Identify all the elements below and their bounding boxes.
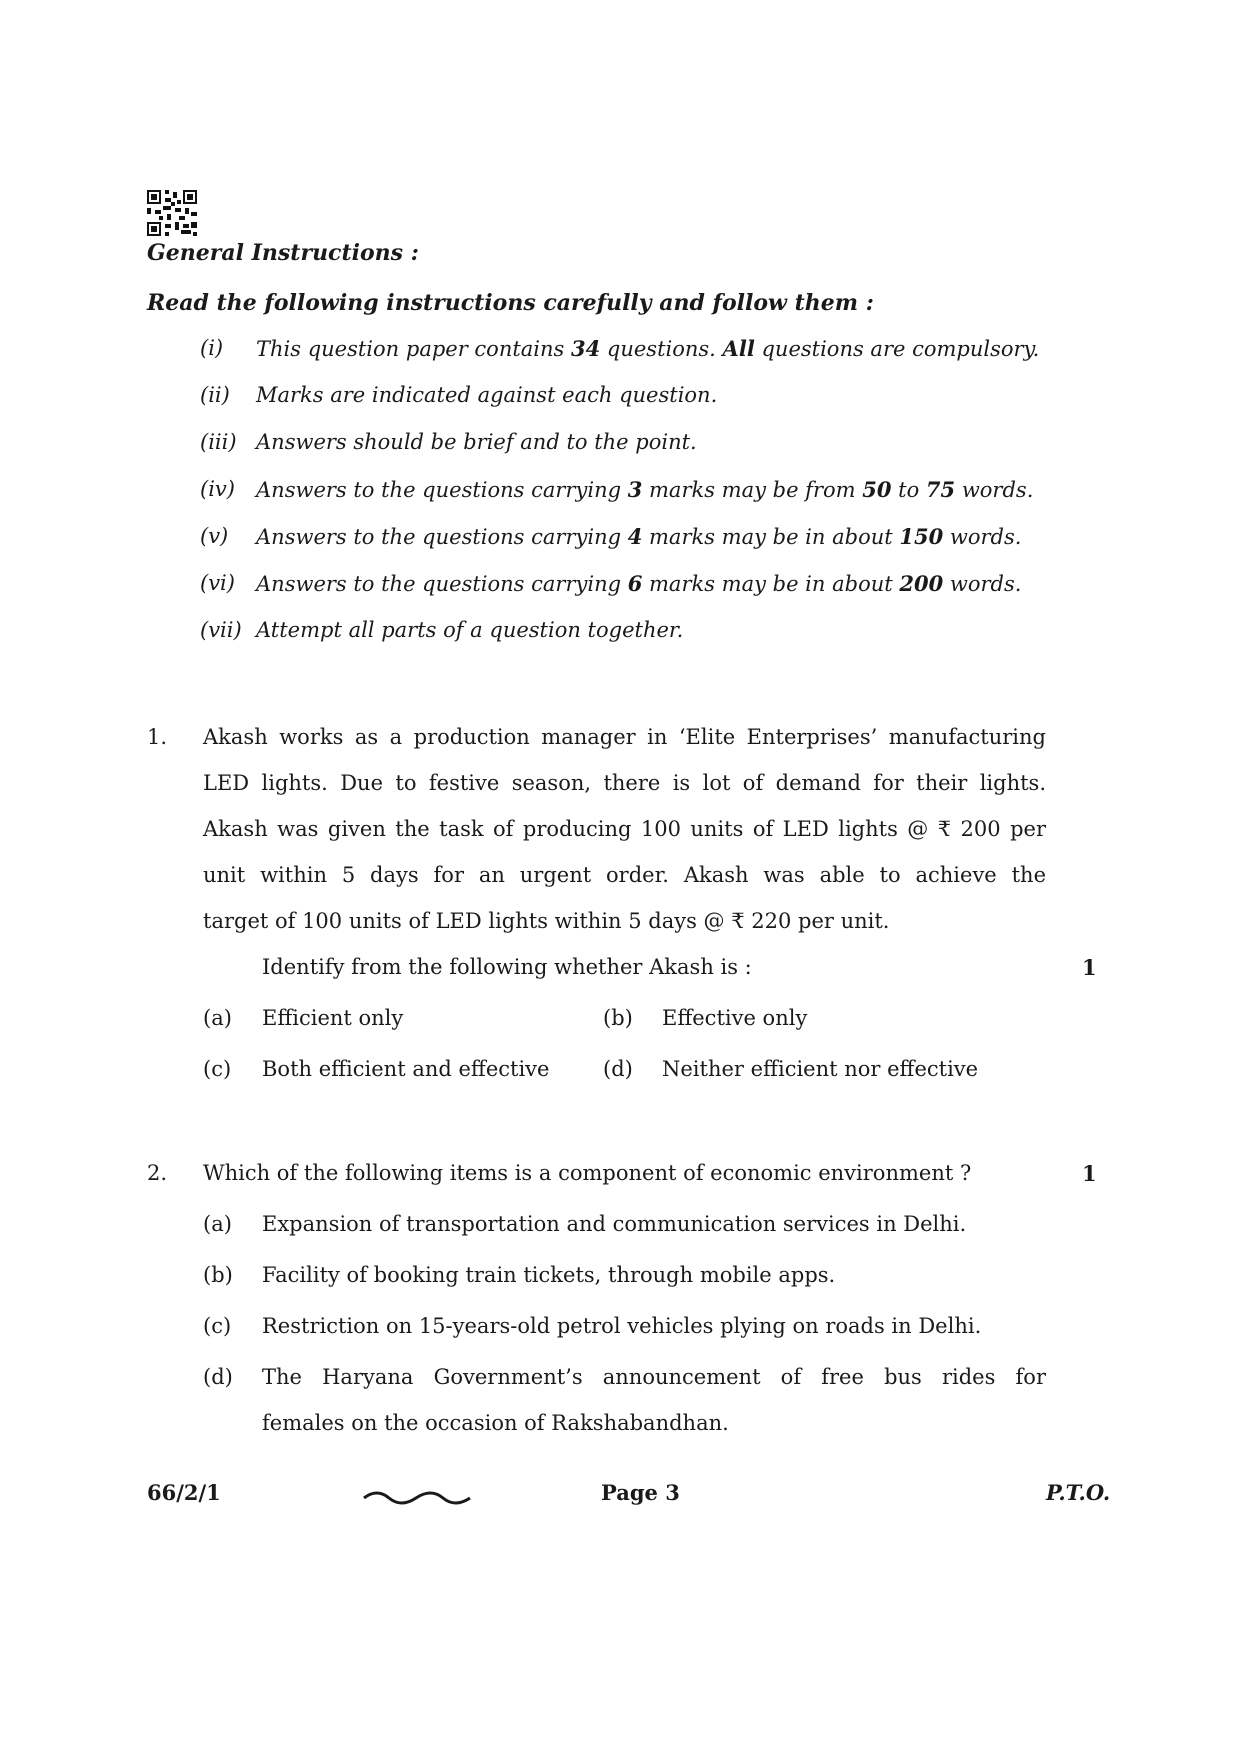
q2-option-d-line: females on the occasion of Rakshabandhan. bbox=[262, 1411, 729, 1435]
question-1-line: unit within 5 days for an urgent order. Akash was able to achieve the bbox=[203, 863, 1046, 887]
pto-label: P.T.O. bbox=[1046, 1480, 1111, 1505]
question-1-stem: Identify from the following whether Akash is : bbox=[262, 955, 752, 979]
instruction-text: Attempt all parts of a question together. bbox=[256, 618, 684, 642]
question-2-number: 2. bbox=[147, 1161, 168, 1185]
question-1-line: Akash was given the task of producing 100 units of LED lights @ ₹ 200 per bbox=[203, 817, 1046, 841]
instruction-text: Answers to the questions carrying 6 marks may be in about 200 words. bbox=[256, 571, 1022, 596]
question-1-line: Akash works as a production manager in ‘Elite Enterprises’ manufacturing bbox=[203, 725, 1046, 749]
q2-option-a-text: Expansion of transportation and communication services in Delhi. bbox=[262, 1212, 967, 1236]
q2-option-d-label: (d) bbox=[203, 1365, 233, 1389]
question-2-marks: 1 bbox=[1082, 1161, 1097, 1186]
instruction-number: (vii) bbox=[200, 618, 242, 642]
question-1-line: target of 100 units of LED lights within 5 days @ ₹ 220 per unit. bbox=[203, 909, 890, 933]
question-1-number: 1. bbox=[147, 725, 168, 749]
instruction-number: (iii) bbox=[200, 430, 237, 454]
instruction-number: (vi) bbox=[200, 571, 235, 595]
q1-option-b-text: Effective only bbox=[662, 1006, 808, 1030]
q1-option-d-label: (d) bbox=[603, 1057, 633, 1081]
instruction-number: (iv) bbox=[200, 477, 235, 501]
q2-option-d-line: The Haryana Government’s announcement of free bus rides for bbox=[262, 1365, 1046, 1389]
q2-option-b-text: Facility of booking train tickets, through mobile apps. bbox=[262, 1263, 836, 1287]
instructions-subtitle: Read the following instructions carefully and follow them : bbox=[147, 290, 874, 316]
question-1-text bbox=[203, 714, 1046, 944]
instruction-text: Answers should be brief and to the point. bbox=[256, 430, 697, 454]
q2-option-b-label: (b) bbox=[203, 1263, 233, 1287]
q1-option-c-label: (c) bbox=[203, 1057, 232, 1081]
q2-option-a-label: (a) bbox=[203, 1212, 232, 1236]
instruction-text: Answers to the questions carrying 3 marks may be from 50 to 75 words. bbox=[256, 477, 1034, 502]
q1-option-a-label: (a) bbox=[203, 1006, 232, 1030]
instruction-number: (v) bbox=[200, 524, 229, 548]
question-2-text: Which of the following items is a component of economic environment ? bbox=[203, 1161, 972, 1185]
instruction-text: This question paper contains 34 questions. All questions are compulsory. bbox=[256, 336, 1040, 361]
page-number: Page 3 bbox=[601, 1480, 680, 1505]
question-1-line: LED lights. Due to festive season, there is lot of demand for their lights. bbox=[203, 771, 1046, 795]
q2-option-d-text bbox=[262, 1354, 1046, 1446]
squiggle-divider-icon bbox=[362, 1486, 472, 1506]
q1-option-b-label: (b) bbox=[603, 1006, 633, 1030]
instruction-number: (i) bbox=[200, 336, 224, 360]
instruction-text: Marks are indicated against each question. bbox=[256, 383, 718, 407]
q1-option-c-text: Both efficient and effective bbox=[262, 1057, 550, 1081]
q1-option-a-text: Efficient only bbox=[262, 1006, 404, 1030]
q1-option-d-text: Neither efficient nor effective bbox=[662, 1057, 979, 1081]
general-instructions-title: General Instructions : bbox=[147, 240, 419, 266]
q2-option-c-label: (c) bbox=[203, 1314, 232, 1338]
instruction-text: Answers to the questions carrying 4 marks may be in about 150 words. bbox=[256, 524, 1022, 549]
q2-option-c-text: Restriction on 15-years-old petrol vehicles plying on roads in Delhi. bbox=[262, 1314, 982, 1338]
paper-code: 66/2/1 bbox=[147, 1480, 221, 1505]
qr-code-icon bbox=[147, 190, 197, 236]
question-1-marks: 1 bbox=[1082, 955, 1097, 980]
instruction-number: (ii) bbox=[200, 383, 230, 407]
